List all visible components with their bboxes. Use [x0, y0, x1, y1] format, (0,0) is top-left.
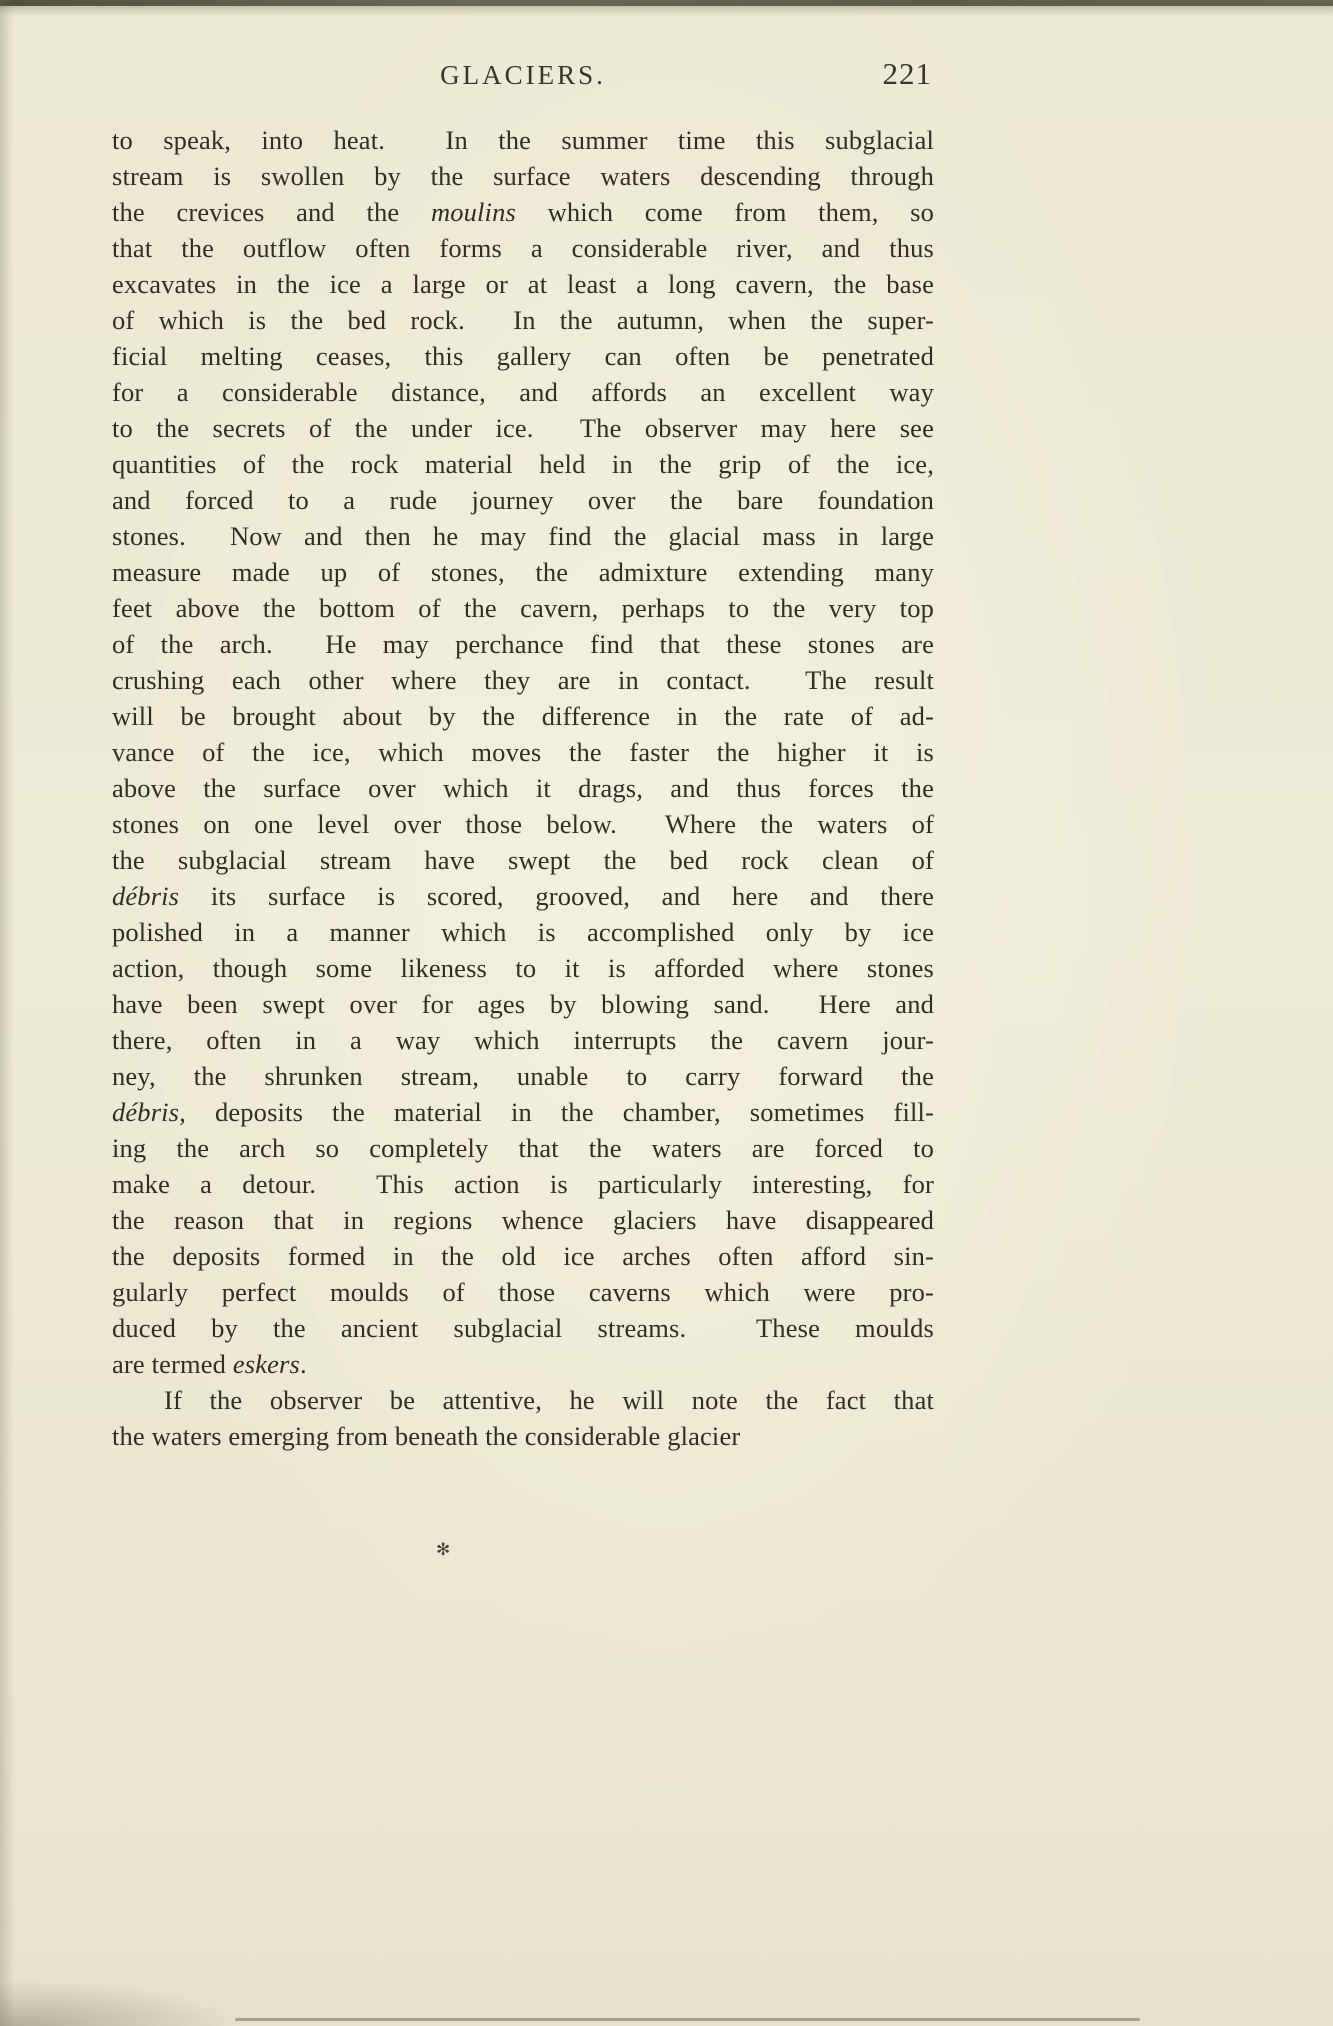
text-line — [112, 878, 934, 914]
body-text: are termed — [112, 1349, 233, 1379]
text-line — [112, 1130, 934, 1166]
text-line — [112, 698, 934, 734]
body-text: quantities of the rock material held in the grip of the ice, — [112, 449, 934, 479]
text-block — [112, 122, 934, 1454]
page-number: 221 — [882, 56, 932, 91]
text-line — [112, 302, 934, 338]
body-text: deposits the material in the chamber, sometimes fill- — [185, 1097, 934, 1127]
body-text: for a considerable distance, and affords an excellent way — [112, 377, 934, 407]
text-line — [112, 194, 934, 230]
scan-edge-left — [0, 0, 14, 2026]
body-text: excavates in the ice a large or at least a long cavern, the base — [112, 269, 934, 299]
body-text: crushing each other where they are in contact. The result — [112, 665, 934, 695]
text-line — [112, 1166, 934, 1202]
italic-text: eskers — [232, 1349, 300, 1379]
text-line — [112, 554, 934, 590]
body-text: the deposits formed in the old ice arches often afford sin- — [112, 1241, 934, 1271]
body-text: above the surface over which it drags, and thus forces the — [112, 773, 934, 803]
body-text: stones on one level over those below. Where the waters of — [112, 809, 934, 839]
text-line — [112, 446, 934, 482]
printer-ornament: ✻ — [436, 1540, 451, 1559]
scan-corner-smudge — [0, 1980, 240, 2026]
body-text: measure made up of stones, the admixture extending many — [112, 557, 934, 587]
italic-text: moulins — [430, 197, 516, 227]
text-line — [112, 950, 934, 986]
italic-text: débris — [112, 881, 180, 911]
text-line — [112, 230, 934, 266]
scan-edge-top-shadow — [0, 6, 1333, 16]
text-line — [112, 986, 934, 1022]
text-line — [112, 914, 934, 950]
text-line — [112, 1382, 934, 1418]
text-line — [112, 806, 934, 842]
body-text: feet above the bottom of the cavern, perhaps to the very top — [112, 593, 934, 623]
body-text: to the secrets of the under ice. The observer may here see — [112, 413, 934, 443]
body-text: If the observer be attentive, he will note the fact that — [164, 1385, 934, 1415]
text-line — [112, 158, 934, 194]
body-text: vance of the ice, which moves the faster the higher it is — [112, 737, 934, 767]
text-line — [112, 1094, 934, 1130]
body-text: there, often in a way which interrupts the cavern jour- — [112, 1025, 934, 1055]
text-line — [112, 1022, 934, 1058]
text-line — [112, 590, 934, 626]
text-line — [112, 626, 934, 662]
text-line — [112, 1418, 934, 1454]
text-line — [112, 1310, 934, 1346]
body-text: have been swept over for ages by blowing sand. Here and — [112, 989, 934, 1019]
body-text: ficial melting ceases, this gallery can often be penetrated — [112, 341, 934, 371]
text-line — [112, 1346, 934, 1382]
text-line — [112, 122, 934, 158]
text-line — [112, 338, 934, 374]
text-line — [112, 770, 934, 806]
body-text: the crevices and the — [112, 197, 431, 227]
body-text: which come from them, so — [515, 197, 934, 227]
body-text: ney, the shrunken stream, unable to carry forward the — [112, 1061, 934, 1091]
scan-edge-bottom — [235, 2018, 1140, 2021]
body-text: of which is the bed rock. In the autumn, when the super- — [112, 305, 934, 335]
body-text: ing the arch so completely that the waters are forced to — [112, 1133, 934, 1163]
text-line — [112, 734, 934, 770]
body-text: the waters emerging from beneath the considerable glacier — [112, 1421, 741, 1451]
page-title: GLACIERS. — [440, 60, 606, 90]
body-text: and forced to a rude journey over the bare foundation — [112, 485, 934, 515]
text-line — [112, 374, 934, 410]
body-text: that the outflow often forms a considerable river, and thus — [112, 233, 934, 263]
running-head — [112, 56, 934, 96]
body-text: . — [299, 1349, 307, 1379]
body-text: will be brought about by the difference in the rate of ad- — [112, 701, 934, 731]
text-line — [112, 518, 934, 554]
body-text: the subglacial stream have swept the bed rock clean of — [112, 845, 934, 875]
text-line — [112, 410, 934, 446]
text-line — [112, 1238, 934, 1274]
body-text: the reason that in regions whence glaciers have disappeared — [112, 1205, 934, 1235]
text-line — [112, 1274, 934, 1310]
body-text: action, though some likeness to it is afforded where stones — [112, 953, 934, 983]
text-line — [112, 482, 934, 518]
text-line — [112, 266, 934, 302]
body-text: its surface is scored, grooved, and here and there — [179, 881, 934, 911]
text-line — [112, 1202, 934, 1238]
body-text: duced by the ancient subglacial streams. These moulds — [112, 1313, 934, 1343]
text-line — [112, 842, 934, 878]
body-text: to speak, into heat. In the summer time this subglacial — [112, 125, 934, 155]
text-line — [112, 1058, 934, 1094]
body-text: gularly perfect moulds of those caverns which were pro- — [112, 1277, 934, 1307]
italic-text: débris, — [112, 1097, 186, 1127]
body-text: stones. Now and then he may find the glacial mass in large — [112, 521, 934, 551]
body-text: make a detour. This action is particularly interesting, for — [112, 1169, 934, 1199]
text-line — [112, 662, 934, 698]
body-text: of the arch. He may perchance find that these stones are — [112, 629, 934, 659]
body-text: polished in a manner which is accomplished only by ice — [112, 917, 934, 947]
body-text: stream is swollen by the surface waters descending through — [112, 161, 934, 191]
